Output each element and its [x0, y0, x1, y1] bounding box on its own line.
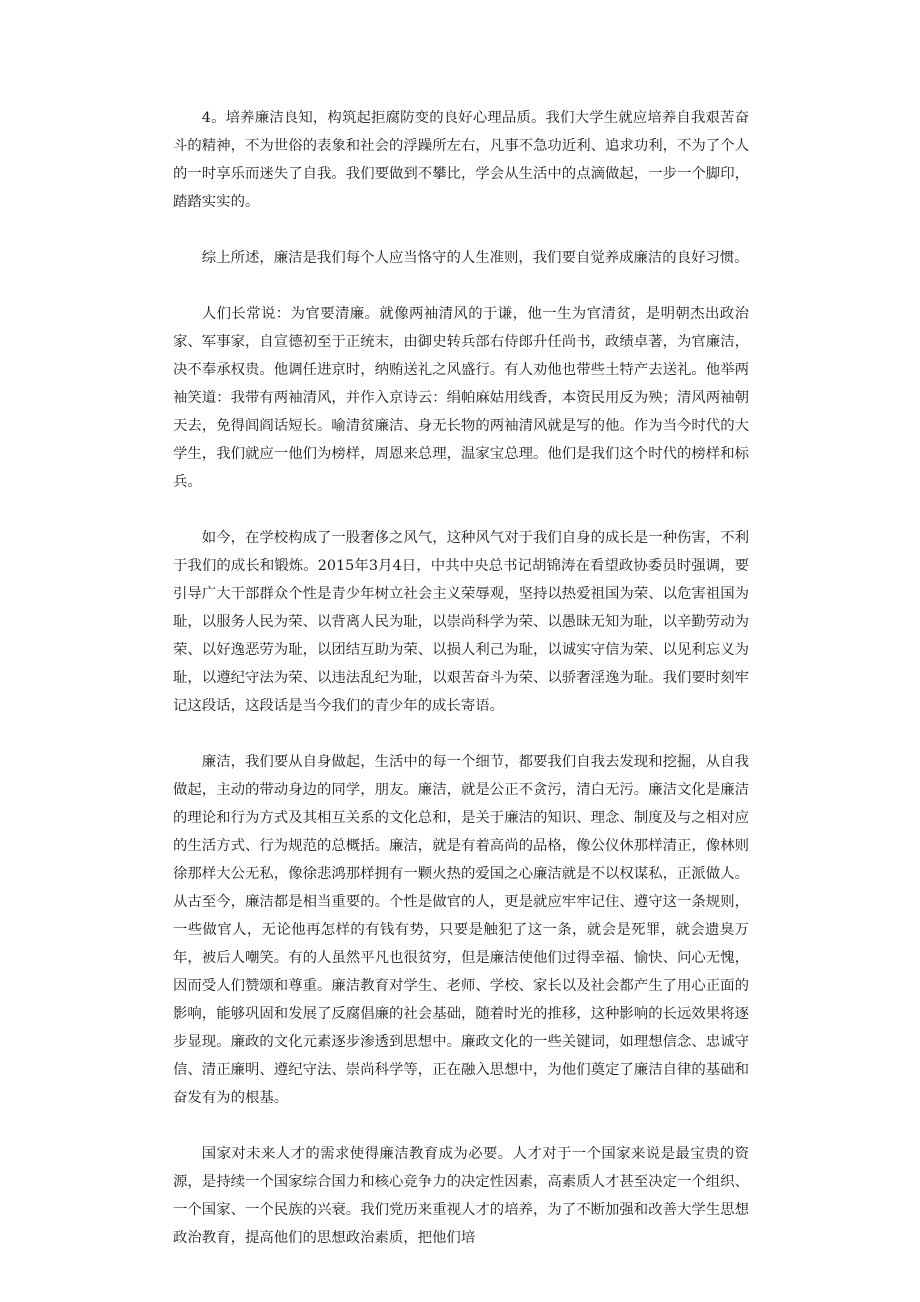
paragraph-summary: 综上所述，廉洁是我们每个人应当恪守的人生准则，我们要自觉养成廉洁的良好习惯。	[201, 250, 749, 266]
paragraph-honor-disgrace: 如今，在学校构成了一股奢侈之风气，这种风气对于我们自身的成长是一种伤害，不利于我们的成长和锻炼。2015年3月4日，中共中央总书记胡锦涛在看望政协委员时强调，要引导广大干部群众个性是青少年树立社会主义荣辱观，坚持以热爱祖国为荣、以危害祖国为耻，以服务人民为荣、以背离人民为耻，以崇尚科学为荣、以愚昧无知为耻，以辛勤劳动为荣、以好逸恶劳为耻，以团结互助为荣、以损人利己为耻，以诚实守信为荣、以见利忘义为耻，以遵纪守法为荣、以违法乱纪为耻，以艰苦奋斗为荣、以骄奢淫逸为耻。我们要时刻牢记这段话，这段话是当今我们的青少年的成长寄语。	[173, 530, 749, 714]
paragraph-talent-needs: 国家对未来人才的需求使得廉洁教育成为必要。人才对于一个国家来说是最宝贵的资源，是持续一个国家综合国力和核心竞争力的决定性因素，高素质人才甚至决定一个组织、一个国家、一个民族的兴衰。我们党历来重视人才的培养，为了不断加强和改善大学生思想政治教育，提高他们的思想政治素质，把他们培	[173, 1146, 749, 1246]
paragraph-integrity-culture: 廉洁，我们要从自身做起，生活中的每一个细节，都要我们自我去发现和挖掘，从自我做起，主动的带动身边的同学，朋友。廉洁，就是公正不贪污，清白无污。廉洁文化是廉洁的理论和行为方式及其相互关系的文化总和，是关于廉洁的知识、理念、制度及与之相对应的生活方式、行为规范的总概括。廉洁，就是有着高尚的品格，像公仪休那样清正，像林则徐那样大公无私，像徐悲鸿那样拥有一颗火热的爱国之心廉洁就是不以权谋私，正派做人。从古至今，廉洁都是相当重要的。个性是做官的人，更是就应牢牢记住、遵守这一条规则，一些做官人，无论他再怎样的有钱有势，只要是触犯了这一条，就会是死罪，就会遗臭万年，被后人嘲笑。有的人虽然平凡也很贫穷，但是廉洁使他们过得幸福、愉快、问心无愧，因而受人们赞颂和尊重。廉洁教育对学生、老师、学校、家长以及社会都产生了用心正面的影响，能够巩固和发展了反腐倡廉的社会基础，随着时光的推移，这种影响的长远效果将逐步显现。廉政的文化元素逐步渗透到思想中。廉政文化的一些关键词，如理想信念、忠诚守信、清正廉明、遵纪守法、崇尚科学等，正在融入思想中，为他们奠定了廉洁自律的基础和奋发有为的根基。	[173, 754, 749, 1106]
document-body	[173, 104, 749, 1252]
paragraph-cultivate-integrity: 4。培养廉洁良知，构筑起拒腐防变的良好心理品质。我们大学生就应培养自我艰苦奋斗的精神，不为世俗的表象和社会的浮躁所左右，凡事不急功近利、追求功利，不为了个人的一时享乐而迷失了自我。我们要做到不攀比，学会从生活中的点滴做起，一步一个脚印，踏踏实实的。	[173, 110, 749, 210]
paragraph-yu-qian: 人们长常说：为官要清廉。就像两袖清风的于谦，他一生为官清贫，是明朝杰出政治家、军事家，自宣德初至于正统末，由御史转兵部右侍郎升任尚书，政绩卓著，为官廉洁，决不奉承权贵。他调任进京时，纳贿送礼之风盛行。有人劝他也带些土特产去送礼。他举两袖笑道：我带有两袖清风，并作入京诗云：绢帕麻姑用线香，本资民用反为殃；清风两袖朝天去，免得闾阎话短长。喻清贫廉洁、身无长物的两袖清风就是写的他。作为当今时代的大学生，我们就应一他们为榜样，周恩来总理，温家宝总理。他们是我们这个时代的榜样和标兵。	[173, 306, 749, 490]
